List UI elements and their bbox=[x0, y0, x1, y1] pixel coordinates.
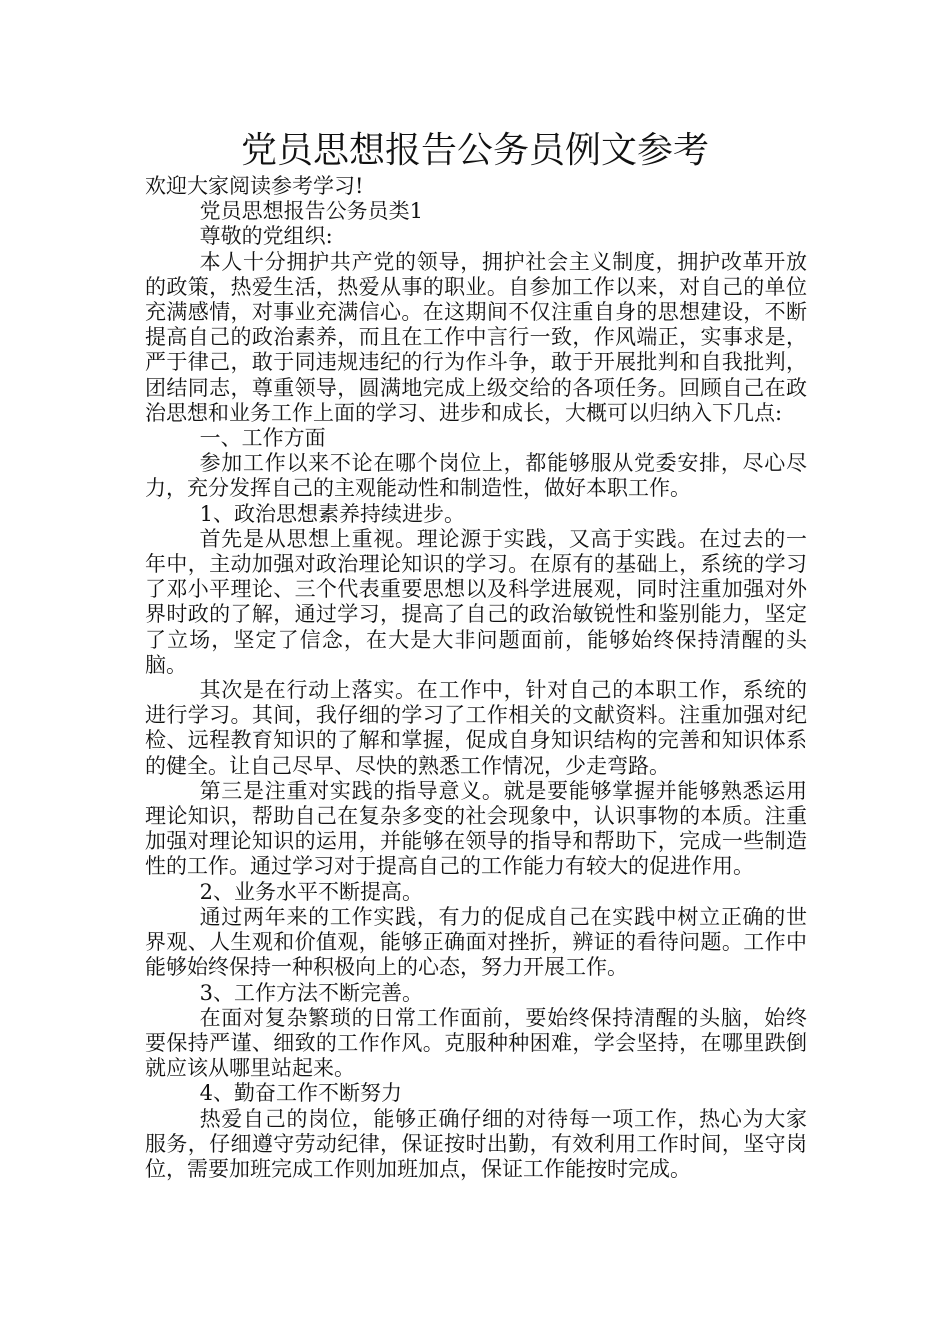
paragraph: 本人十分拥护共产党的领导，拥护社会主义制度，拥护改革开放的政策，热爱生活，热爱从事的职业。自参加工作以来，对自己的单位充满感情，对事业充满信心。在这期间不仅注重自身的思想建设，不断提高自己的政治素养，而且在工作中言行一致，作风端正，实事求是，严于律己，敢于同违规违纪的行为作斗争，敢于开展批判和自我批判，团结同志，尊重领导，圆满地完成上级交给的各项任务。回顾自己在政治思想和业务工作上面的学习、进步和成长，大概可以归纳入下几点: bbox=[145, 249, 807, 425]
paragraph: 第三是注重对实践的指导意义。就是要能够掌握并能够熟悉运用理论知识，帮助自己在复杂多变的社会现象中，认识事物的本质。注重加强对理论知识的运用，并能够在领导的指导和帮助下，完成一些制造性的工作。通过学习对于提高自己的工作能力有较大的促进作用。 bbox=[145, 778, 807, 879]
document-body bbox=[145, 174, 807, 1182]
subsection-heading: 2、业务水平不断提高。 bbox=[199, 879, 423, 904]
subsection-heading: 3、工作方法不断完善。 bbox=[199, 980, 423, 1005]
subsection-heading: 1、政治思想素养持续进步。 bbox=[199, 501, 465, 526]
paragraph: 其次是在行动上落实。在工作中，针对自己的本职工作，系统的进行学习。其间，我仔细的学习了工作相关的文献资料。注重加强对纪检、远程教育知识的了解和掌握，促成自身知识结构的完善和知识体系的健全。让自己尽早、尽快的熟悉工作情况，少走弯路。 bbox=[145, 678, 807, 778]
salutation: 尊敬的党组织: bbox=[199, 224, 333, 249]
section-heading: 一、工作方面 bbox=[199, 426, 326, 451]
paragraph: 首先是从思想上重视。理论源于实践，又高于实践。在过去的一年中，主动加强对政治理论知识的学习。在原有的基础上，系统的学习了邓小平理论、三个代表重要思想以及科学进展观，同时注重加强对外界时政的了解，通过学习，提高了自己的政治敏锐性和鉴别能力，坚定了立场，坚定了信念，在大是大非问题面前，能够始终保持清醒的头脑。 bbox=[145, 526, 807, 677]
paragraph: 热爱自己的岗位，能够正确仔细的对待每一项工作，热心为大家服务，仔细遵守劳动纪律，保证按时出勤，有效利用工作时间，坚守岗位，需要加班完成工作则加班加点，保证工作能按时完成。 bbox=[145, 1106, 807, 1181]
subsection-heading: 4、勤奋工作不断努力 bbox=[199, 1081, 402, 1106]
paragraph: 在面对复杂繁琐的日常工作面前，要始终保持清醒的头脑，始终要保持严谨、细致的工作作风。克服种种困难，学会坚持，在哪里跌倒就应该从哪里站起来。 bbox=[145, 1005, 807, 1081]
document-title: 党员思想报告公务员例文参考 bbox=[240, 130, 709, 171]
section-heading: 党员思想报告公务员类1 bbox=[199, 199, 423, 224]
intro-line: 欢迎大家阅读参考学习! bbox=[145, 174, 364, 198]
paragraph: 参加工作以来不论在哪个岗位上，都能够服从党委安排，尽心尽力，充分发挥自己的主观能动性和制造性，做好本职工作。 bbox=[145, 451, 807, 501]
paragraph: 通过两年来的工作实践，有力的促成自己在实践中树立正确的世界观、人生观和价值观，能够正确面对挫折，辨证的看待问题。工作中能够始终保持一种积极向上的心态，努力开展工作。 bbox=[145, 904, 807, 980]
